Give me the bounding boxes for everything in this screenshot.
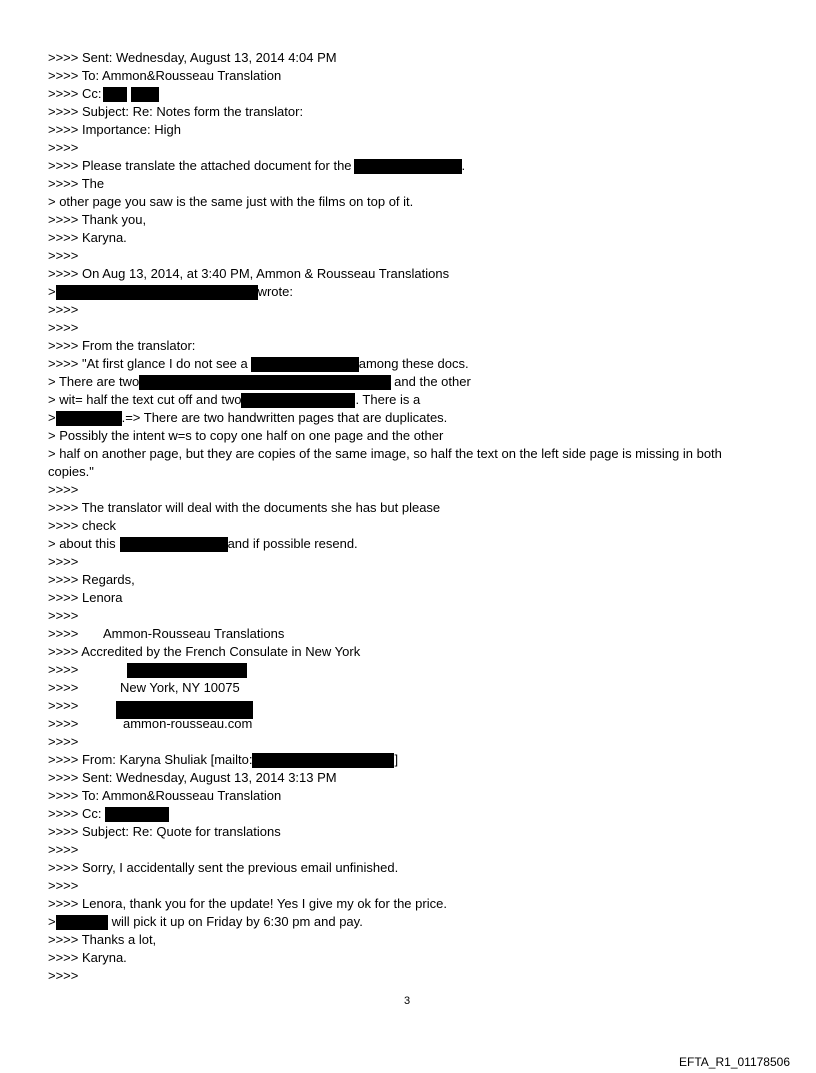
email-line [48, 211, 788, 229]
text-segment: > about this [48, 536, 116, 551]
redaction-box [252, 753, 394, 768]
quote-marker: >>>> [48, 662, 79, 677]
email-line [48, 463, 788, 481]
email-line [48, 67, 788, 85]
text-segment: >>>> Cc: [48, 806, 102, 821]
quote-marker: >>>> [48, 482, 79, 497]
text-segment: and the other [394, 374, 471, 389]
redaction-box [56, 285, 258, 300]
quote-marker: >>>> [48, 698, 79, 713]
signature-name: >>>> Karyna. [48, 230, 127, 245]
email-line [48, 499, 788, 517]
email-line [48, 931, 788, 949]
text-segment: >>>> Sent: Wednesday, August 13, 2014 3:13 PM [48, 770, 337, 785]
text-segment: > half on another page, but they are copies of the same image, so half the text on the left side page is missing in both [48, 446, 722, 461]
website-text: ammon-rousseau.com [123, 716, 253, 731]
email-line [48, 769, 788, 787]
text-segment: wrote: [257, 284, 293, 299]
email-line [48, 895, 788, 913]
email-line [48, 355, 788, 373]
text-segment: > other page you saw is the same just with the films on top of it. [48, 194, 414, 209]
email-line [48, 607, 788, 625]
email-line [48, 949, 788, 967]
document-id: EFTA_R1_01178506 [679, 1055, 790, 1069]
text-segment: among these docs. [358, 356, 469, 371]
text-segment: will pick it up on Friday by 6:30 pm and pay. [111, 914, 363, 929]
text-segment: . [461, 158, 466, 173]
email-line [48, 877, 788, 895]
text-segment: >>>> The translator will deal with the documents she has but please [48, 500, 441, 515]
redaction-box [241, 393, 355, 408]
email-line [48, 481, 788, 499]
email-line [48, 283, 788, 301]
email-line [48, 967, 788, 985]
redaction-box [354, 159, 462, 174]
text-segment: >>>> The [48, 176, 105, 191]
email-line [48, 589, 788, 607]
redaction-box [105, 807, 169, 822]
email-line [48, 193, 788, 211]
email-line [48, 391, 788, 409]
email-line [48, 175, 788, 193]
email-line [48, 301, 788, 319]
redaction-box [139, 375, 391, 390]
text-segment: .=> There are two handwritten pages that are duplicates. [121, 410, 448, 425]
email-line [48, 121, 788, 139]
email-line [48, 49, 788, 67]
email-line [48, 445, 788, 463]
email-line [48, 571, 788, 589]
text-segment: >>>> Regards, [48, 572, 135, 587]
redaction-box [56, 411, 122, 426]
text-segment: . There is a [355, 392, 421, 407]
email-line [48, 157, 788, 175]
text-segment: > [48, 914, 56, 929]
text-segment: ] [394, 752, 399, 767]
quote-marker: >>>> [48, 626, 79, 641]
email-line [48, 859, 788, 877]
quote-marker: >>>> [48, 878, 79, 893]
email-line [48, 85, 788, 103]
text-segment: copies." [48, 464, 94, 479]
text-segment: >>>> From the translator: [48, 338, 196, 353]
email-line [48, 841, 788, 859]
text-segment: > There are two [48, 374, 140, 389]
quote-marker: >>>> [48, 734, 79, 749]
quote-marker: >>>> [48, 968, 79, 983]
company-name: Ammon-Rousseau Translations [103, 626, 285, 641]
email-line [48, 697, 788, 715]
quote-marker: >>>> [48, 680, 79, 695]
email-line [48, 373, 788, 391]
cc-line: >>>> Cc: [48, 86, 102, 101]
text-segment: > [48, 410, 56, 425]
quote-marker: >>>> [48, 248, 79, 263]
quote-marker: >>>> [48, 608, 79, 623]
text-segment: >>>> Accredited by the French Consulate in New York [48, 644, 361, 659]
email-body [48, 49, 788, 985]
email-line [48, 661, 788, 679]
email-line [48, 643, 788, 661]
email-line [48, 427, 788, 445]
text-segment: > wit= half the text cut off and two [48, 392, 242, 407]
redaction-box [103, 87, 127, 102]
to-line: >>>> To: Ammon&Rousseau Translation [48, 68, 282, 83]
text-segment: > [48, 284, 56, 299]
quote-marker: >>>> [48, 554, 79, 569]
email-line [48, 319, 788, 337]
email-line [48, 823, 788, 841]
text-segment: >>>> Thank you, [48, 212, 147, 227]
quote-marker: >>>> [48, 302, 79, 317]
redaction-box [120, 537, 228, 552]
email-line [48, 805, 788, 823]
importance-line: >>>> Importance: High [48, 122, 181, 137]
email-line [48, 229, 788, 247]
email-line [48, 139, 788, 157]
sent-line: >>>> Sent: Wednesday, August 13, 2014 4:04 PM [48, 50, 337, 65]
email-line [48, 409, 788, 427]
email-line [48, 337, 788, 355]
quote-marker: >>>> [48, 716, 79, 731]
address-line: New York, NY 10075 [120, 680, 240, 695]
text-segment: >>>> Sorry, I accidentally sent the previous email unfinished. [48, 860, 399, 875]
text-segment: >>>> On Aug 13, 2014, at 3:40 PM, Ammon & Rousseau Translations [48, 266, 450, 281]
email-line [48, 715, 788, 733]
text-segment: >>>> To: Ammon&Rousseau Translation [48, 788, 282, 803]
redaction-box [131, 87, 159, 102]
page-number: 3 [404, 995, 411, 1007]
redaction-box [56, 915, 108, 930]
text-segment: and if possible resend. [227, 536, 358, 551]
email-line [48, 553, 788, 571]
quote-marker: >>>> [48, 140, 79, 155]
redaction-box [251, 357, 359, 372]
quote-marker: >>>> [48, 842, 79, 857]
text-segment: >>>> Please translate the attached document for the [48, 158, 352, 173]
text-segment: >>>> Thanks a lot, [48, 932, 157, 947]
text-segment: >>>> check [48, 518, 116, 533]
email-line [48, 787, 788, 805]
text-segment: >>>> From: Karyna Shuliak [mailto: [48, 752, 253, 767]
quote-marker: >>>> [48, 320, 79, 335]
email-line [48, 751, 788, 769]
subject-line: >>>> Subject: Re: Notes form the translator: [48, 104, 304, 119]
email-line [48, 103, 788, 121]
text-segment: >>>> Lenora, thank you for the update! Yes I give my ok for the price. [48, 896, 447, 911]
redaction-box [127, 663, 247, 678]
email-line [48, 679, 788, 697]
email-line [48, 517, 788, 535]
text-segment: > Possibly the intent w=s to copy one half on one page and the other [48, 428, 444, 443]
signature-name: >>>> Lenora [48, 590, 123, 605]
email-line [48, 265, 788, 283]
text-segment: >>>> Subject: Re: Quote for translations [48, 824, 281, 839]
email-line [48, 247, 788, 265]
signature-name: >>>> Karyna. [48, 950, 127, 965]
email-line [48, 535, 788, 553]
email-line [48, 625, 788, 643]
email-line [48, 913, 788, 931]
text-segment: >>>> "At first glance I do not see a [48, 356, 248, 371]
email-line [48, 733, 788, 751]
